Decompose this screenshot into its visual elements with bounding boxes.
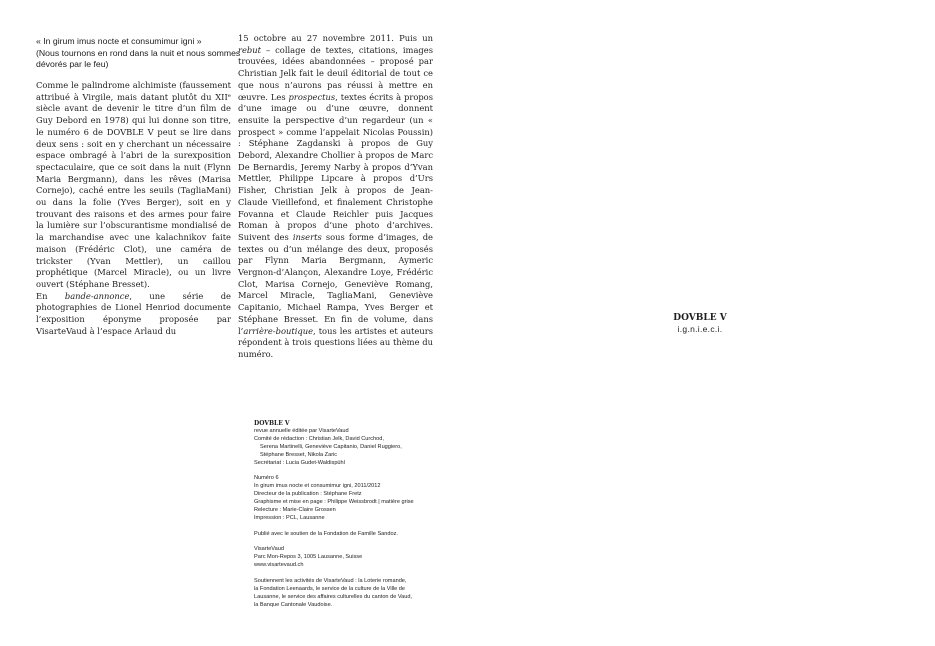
imprint-line: la Fondation Leenaards, le service de la culture de la Ville de xyxy=(254,585,406,592)
epigraph-line: « In girum imus nocte et consumimur igni » xyxy=(36,36,202,46)
imprint-line: Soutiennent les activités de VisarteVaud : la Loterie romande, xyxy=(254,578,407,585)
imprint-web: www.visartevaud.ch xyxy=(254,562,304,569)
imprint-line: Impression : PCL, Lausanne xyxy=(254,514,325,521)
text-run: , tous les artistes et auteurs répondent à trois questions liées au thème du numéro. xyxy=(238,325,433,359)
title-block xyxy=(640,312,760,335)
epigraph-line: dévorés par le feu) xyxy=(36,59,109,69)
emphasis: rebut xyxy=(238,44,261,55)
imprint-name: DOVBLE V xyxy=(254,420,290,427)
imprint-line: Parc Mon-Repos 3, 1005 Lausanne, Suisse xyxy=(254,554,363,561)
text-run: 15 octobre au 27 novembre 2011. Puis un xyxy=(238,33,433,43)
imprint-line: Publié avec le soutien de la Fondation de Famille Sandoz. xyxy=(254,530,398,537)
contents-paragraph xyxy=(238,33,433,361)
imprint-line: In girum imus nocte et consumimur igni, 2011/2012 xyxy=(254,483,381,490)
imprint-line: VisarteVaud xyxy=(254,546,284,553)
journal-title: DOVBLE V xyxy=(673,313,727,323)
text-run: , textes écrits à propos d’une image ou d’une œuvre, donnent ensuite la perspective d’un regardeur (un « prospect » comme l’appelait Nicolas Poussin) : Stéphane Zagdanski à propos de Guy Debord, Alexandre Chollier à propos de Marc De Bernardis, Jeremy Narby à propos d’Yvan Mettler, Philippe Lipcare à propos d’Urs Fisher, Christian Jelk à propos de Jean-Claude Vieillefond, et finalement Christophe Fovanna et Claude Reichler puis Jacques Roman à propos d’une photo d’archives. Suivent des xyxy=(238,91,433,242)
emphasis: bande-annonce xyxy=(64,290,130,301)
text-run: sous forme d’images, de textes ou d’un mélange des deux, proposés par Flynn Maria Bergmann, Aymeric Vergnon-d’Alançon, Alexandre Loye, Frédéric Clot, Marisa Cornejo, Geneviève Romang, Marcel Miracle, TagliaMani, Geneviève Capitanio, Michael Rampa, Yves Berger et Stéphane Bresset. En fin de volume, dans l’ xyxy=(238,231,433,336)
imprint-masthead xyxy=(254,420,464,467)
epigraph-line: (Nous tournons en rond dans la nuit et nous sommes xyxy=(36,47,241,58)
imprint-line: Graphisme et mise en page : Philippe Weissbrodt | matière grise xyxy=(254,499,414,506)
imprint-line: revue annuelle éditée par VisarteVaud xyxy=(254,427,349,434)
imprint-line: Stéphane Bresset, Nikola Zaric xyxy=(260,451,338,458)
text-run: – collage de textes, citations, images trouvées, idées abandonnées – proposé par Christian Jelk fait le deuil éditorial de tout ce que nous n’aurons pas réussi à mettre en œuvre. Les xyxy=(238,44,433,102)
journal-subtitle: i.g.n.i.e.c.i. xyxy=(677,324,723,334)
emphasis: prospectus xyxy=(288,91,336,102)
middle-text-column xyxy=(238,33,433,361)
imprint xyxy=(254,420,464,618)
imprint-line: Directeur de la publication : Stéphane Fretz xyxy=(254,491,362,498)
imprint-line: Lausanne, le service des affaires culturelles du canton de Vaud, xyxy=(254,593,413,600)
emphasis: arrière-boutique xyxy=(243,325,314,336)
imprint-address xyxy=(254,546,464,570)
intro-paragraph: Comme le palindrome alchimiste (faussement attribué à Virgile, mais datant plutôt du XIIᵉ siècle avant de devenir le titre d’un film de Guy Debord en 1978) qui lui donne son titre, le numéro 6 de DOVBLE V peut se lire dans deux sens : soit en y cherchant un nécessaire espace ombragé à l’abri de la surexposition spectaculaire, que ce soit dans la nuit (Flynn Maria Bergmann), dans les rêves (Marisa Cornejo), caché entre les seuils (TagliaMani) ou dans la folie (Yves Berger), soit en y trouvant des raisons et des armes pour faire la lumière sur l’obscurantisme mondialisé de la marchandise avec une kalachnikov faite maison (Frédéric Clot), une caméra de trickster (Yvan Mettler), un caillou prophétique (Marcel Miracle), ou un livre ouvert (Stéphane Bresset). xyxy=(36,80,231,289)
bande-annonce-paragraph xyxy=(36,291,231,338)
imprint-support xyxy=(254,531,464,539)
imprint-line: Comité de rédaction : Christian Jelk, David Curchod, xyxy=(254,435,384,442)
imprint-line: Relecture : Marie-Claire Grossen xyxy=(254,506,336,513)
imprint-sponsors xyxy=(254,578,464,610)
epigraph xyxy=(36,36,241,71)
text-run: , une série de photographies de Lionel Henriod documente l’exposition éponyme proposée par VisarteVaud à l’espace Arlaud du xyxy=(36,290,231,336)
left-text-column xyxy=(36,80,231,337)
imprint-line: Numéro 6 xyxy=(254,475,279,482)
imprint-line: Serena Martinelli, Geneviève Capitanio, Daniel Ruggiero, xyxy=(260,443,402,450)
imprint-line: la Banque Cantonale Vaudoise. xyxy=(254,601,333,608)
text-run: En xyxy=(36,290,65,301)
imprint-issue xyxy=(254,475,464,522)
emphasis: inserts xyxy=(292,231,322,242)
imprint-line: Secrétariat : Lucia Gudet-Waldispühl xyxy=(254,459,345,466)
